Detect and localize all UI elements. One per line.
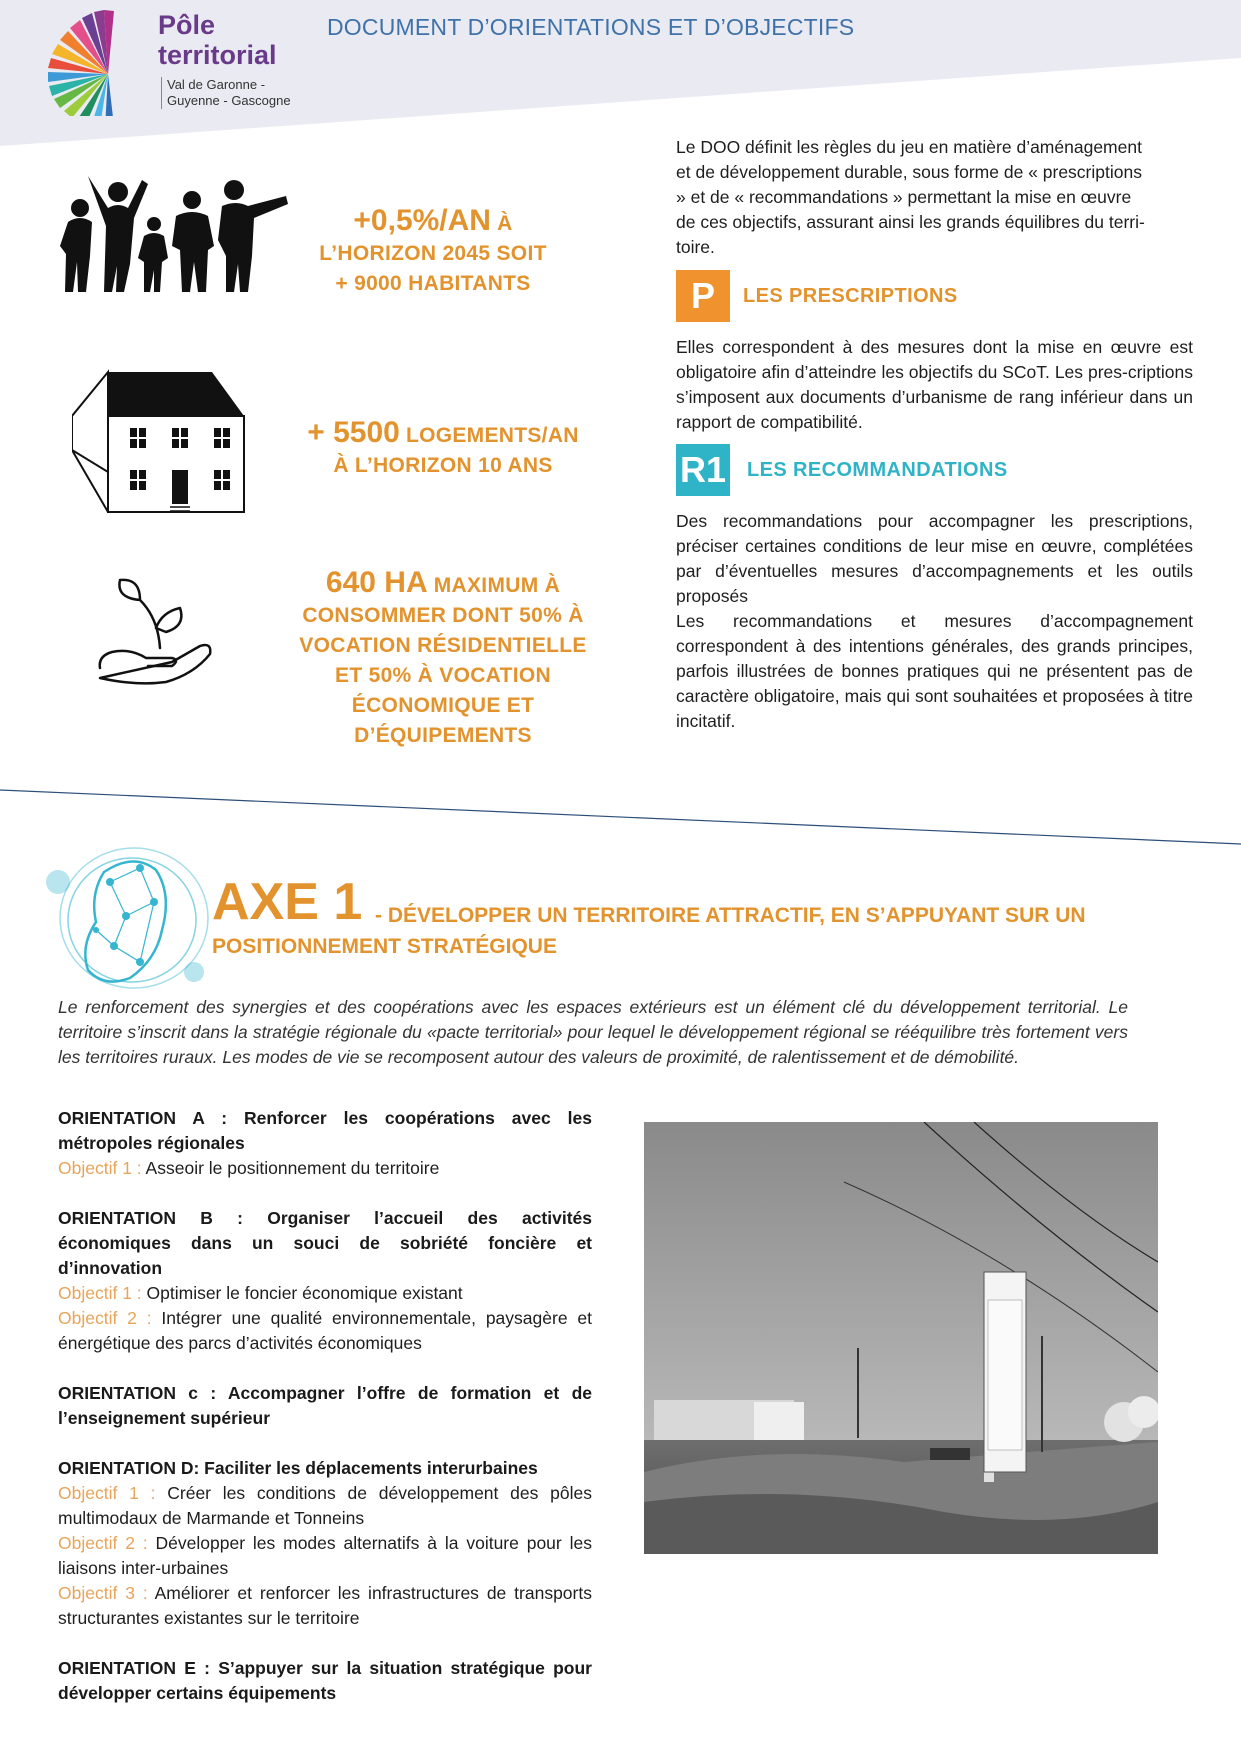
orientation-e	[58, 1656, 592, 1706]
doo-intro-line1: Le DOO définit les règles du jeu en matière d’aménagement	[676, 137, 1142, 157]
orientation-a-title: ORIENTATION A : Renforcer les coopérations avec les métropoles régionales	[58, 1108, 592, 1153]
orientation-d-objective-1	[58, 1481, 592, 1531]
objective-text: Optimiser le foncier économique existant	[141, 1283, 463, 1303]
document-title: DOCUMENT D’ORIENTATIONS ET D’OBJECTIFS	[327, 14, 855, 40]
recommendations-heading: LES RECOMMANDATIONS	[747, 459, 1008, 481]
objective-label: Objectif 1 :	[58, 1483, 156, 1503]
logo-title-line2: territorial	[158, 40, 277, 70]
orientation-b-objective-1	[58, 1281, 592, 1306]
orientation-e-title: ORIENTATION E : S’appuyer sur la situation stratégique pour développer certains équipements	[58, 1658, 592, 1703]
stat-land-value: 640 HA	[325, 566, 428, 599]
logo	[30, 6, 310, 116]
recommendations-text-2: Les recommandations et mesures d’accompagnement correspondent à des intentions générales, des grands principes, parfois illustrées de bonnes pratiques qui ne présentent pas de caractère obligatoire, mais qui sont souhaitées et proposées à titre incitatif.	[676, 611, 1193, 731]
orientation-d-objective-2	[58, 1531, 592, 1581]
house-icon	[72, 368, 250, 516]
logo-sub-line1: Val de Garonne -	[167, 77, 266, 92]
orientation-b-title: ORIENTATION B : Organiser l’accueil des activités économiques dans un souci de sobriété foncière et d’innovation	[58, 1208, 592, 1278]
objective-text: Intégrer une qualité environnementale, paysagère et énergétique des parcs d’activités économiques	[58, 1308, 592, 1353]
objective-text: Asseoir le positionnement du territoire	[141, 1158, 440, 1178]
doo-intro-line3: » et de « recommandations » permettant la mise en œuvre	[676, 187, 1132, 207]
stat-housing-line2: À L’HORIZON 10 ANS	[333, 454, 553, 477]
stat-land-line4: ET 50% À VOCATION	[335, 664, 551, 687]
logo-fan-icon	[30, 6, 150, 116]
orientation-d-objective-3	[58, 1581, 592, 1631]
stat-land-unit: MAXIMUM À	[427, 574, 561, 597]
orientation-d-title: ORIENTATION D: Faciliter les déplacements interurbaines	[58, 1458, 538, 1478]
orientation-c-title: ORIENTATION c : Accompagner l’offre de formation et de l’enseignement supérieur	[58, 1383, 592, 1428]
doo-intro	[676, 135, 1196, 260]
objective-label: Objectif 2 :	[58, 1533, 148, 1553]
objective-text: Développer les modes alternatifs à la voiture pour les liaisons inter-urbaines	[58, 1533, 592, 1578]
logo-title	[158, 10, 277, 70]
objective-label: Objectif 1 :	[58, 1283, 142, 1303]
stat-housing	[268, 416, 618, 481]
stat-housing-value: + 5500	[307, 416, 400, 449]
recommendations-text-1: Des recommandations pour accompagner les prescriptions, préciser certaines conditions de leur mise en œuvre, complétées par d’éventuelles mesures d’accompagnements et les outils proposés	[676, 511, 1193, 606]
orientation-b	[58, 1206, 592, 1356]
prescriptions-text: Elles correspondent à des mesures dont la mise en œuvre est obligatoire afin d’atteindre les objectifs du SCoT. Les pres-criptions s’imposent aux documents d’urbanisme de rang inférieur dans un rapport de compatibilité.	[676, 337, 1193, 432]
orientation-a	[58, 1106, 592, 1181]
stat-population-line3: + 9000 HABITANTS	[335, 272, 531, 295]
prescriptions-heading: LES PRESCRIPTIONS	[743, 285, 958, 307]
business-park-photo	[644, 1122, 1158, 1554]
territory-network-icon	[44, 842, 214, 997]
logo-sub-line2: Guyenne - Gascogne	[167, 93, 291, 108]
stat-land	[268, 566, 618, 751]
stat-land-line6: D’ÉQUIPEMENTS	[354, 724, 532, 747]
stat-population	[268, 204, 598, 299]
stat-population-line2: L’HORIZON 2045 SOIT	[319, 242, 547, 265]
doo-intro-line2: et de développement durable, sous forme de « prescriptions	[676, 162, 1142, 182]
doo-intro-line4: de ces objectifs, assurant ainsi les grands équilibres du terri-	[676, 212, 1145, 232]
orientation-d	[58, 1456, 592, 1631]
stat-land-line5: ÉCONOMIQUE ET	[351, 694, 535, 717]
prescription-badge: P	[676, 270, 730, 322]
recommendation-badge: R1	[676, 444, 730, 496]
logo-title-line1: Pôle	[158, 10, 216, 40]
axe-intro: Le renforcement des synergies et des coopérations avec les espaces extérieurs est un élément clé du développement territorial. Le territoire s’inscrit dans la stratégie régionale du «pacte territorial» pour lequel le développement régional se rééquilibre très fortement vers les territoires ruraux. Les modes de vie se recomposent autour des valeurs de proximité, de ralentissement et de démobilité.	[58, 997, 1128, 1067]
objective-label: Objectif 3 :	[58, 1583, 148, 1603]
stat-population-unit: À	[490, 212, 513, 235]
objective-text: Créer les conditions de développement des pôles multimodaux de Marmande et Tonneins	[58, 1483, 592, 1528]
stat-population-value: +0,5%/AN	[353, 204, 491, 237]
objective-label: Objectif 1 :	[58, 1158, 142, 1178]
orientations-list	[58, 1106, 592, 1731]
stat-land-line2: CONSOMMER DONT 50% À	[302, 604, 584, 627]
objective-label: Objectif 2 :	[58, 1308, 152, 1328]
plant-hand-icon	[96, 578, 220, 688]
doo-intro-line5: toire.	[676, 237, 715, 257]
orientation-c	[58, 1381, 592, 1431]
axe-title: - DÉVELOPPER UN TERRITOIRE ATTRACTIF, EN S’APPUYANT SUR UN POSITIONNEMENT STRATÉGIQUE	[212, 904, 1086, 958]
orientation-a-objective-1	[58, 1156, 592, 1181]
objective-text: Améliorer et renforcer les infrastructures de transports structurantes existantes sur le territoire	[58, 1583, 592, 1628]
people-icon	[58, 166, 290, 294]
logo-subtitle	[161, 77, 291, 109]
stat-land-line3: VOCATION RÉSIDENTIELLE	[299, 634, 587, 657]
orientation-b-objective-2	[58, 1306, 592, 1356]
section-divider	[0, 786, 1241, 846]
axe-number: AXE 1	[212, 873, 363, 931]
stat-housing-unit: LOGEMENTS/AN	[399, 424, 579, 447]
